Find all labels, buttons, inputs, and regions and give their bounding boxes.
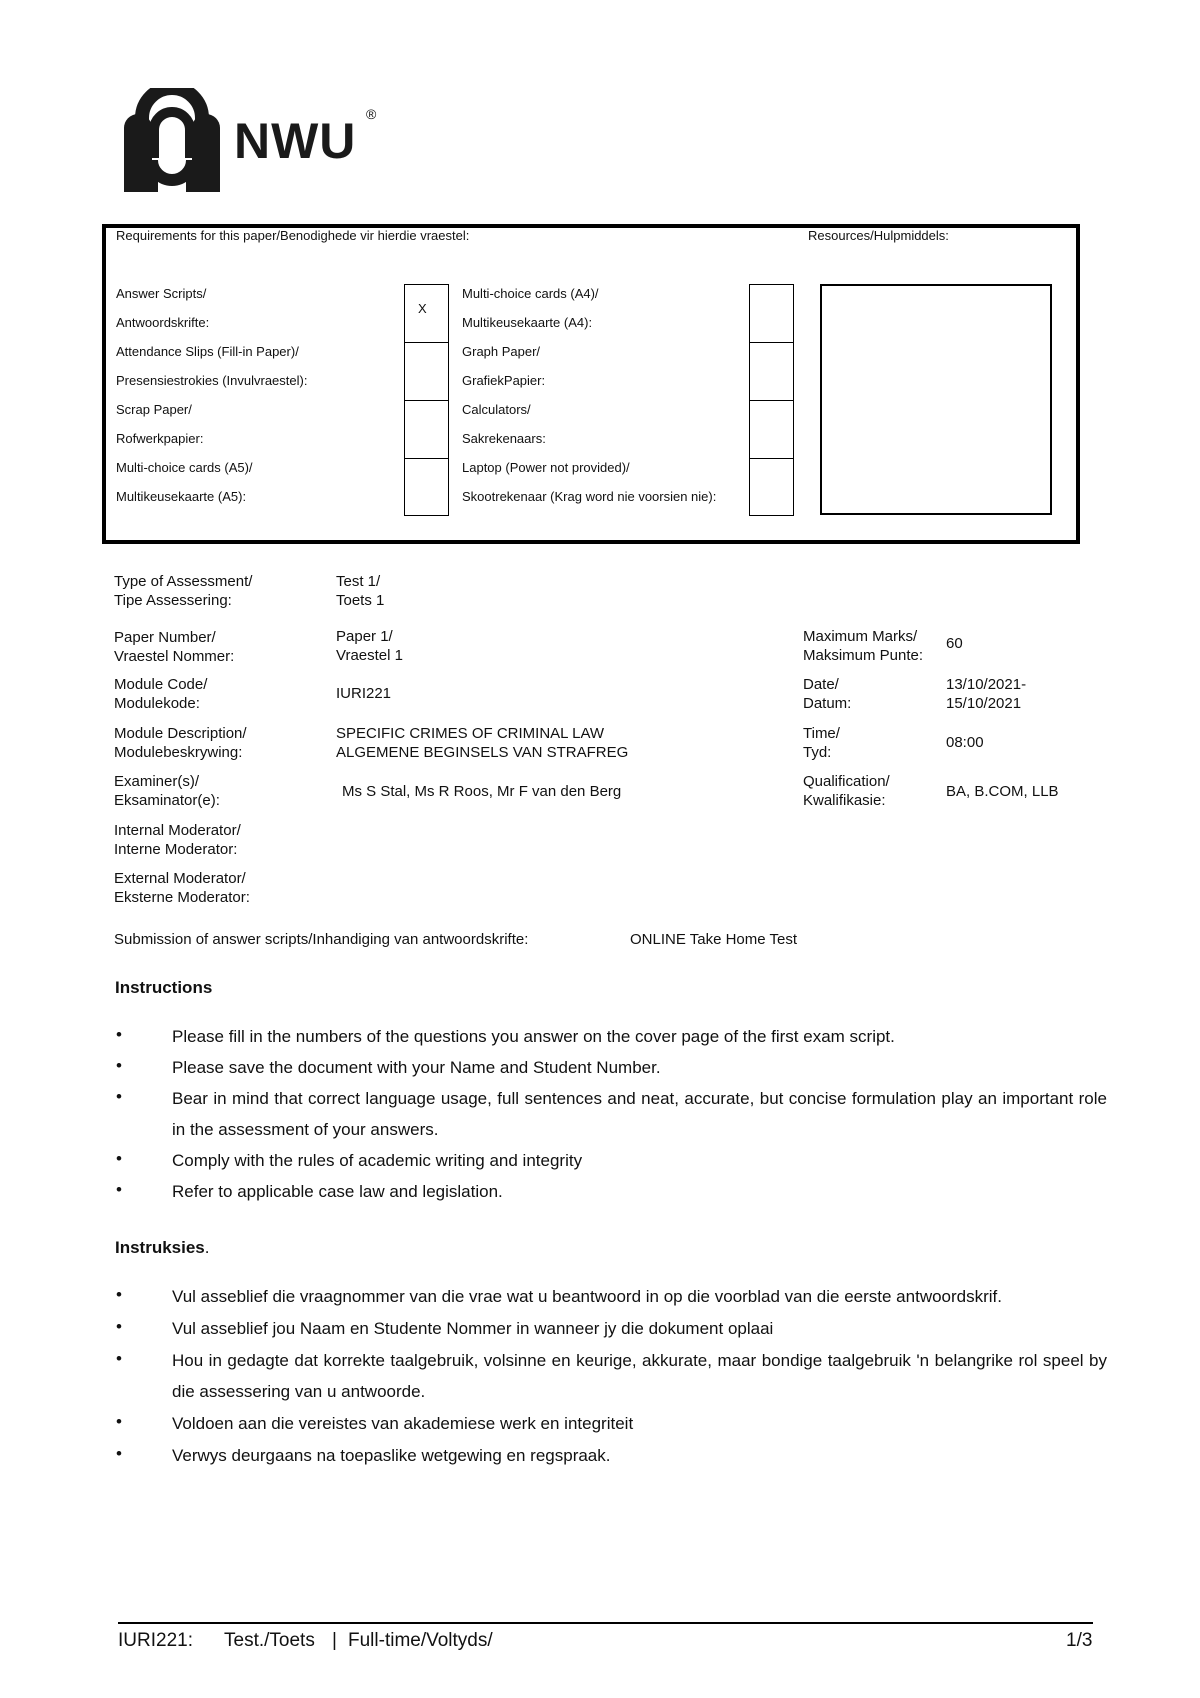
module-desc-value: SPECIFIC CRIMES OF CRIMINAL LAW ALGEMENE BEGINSELS VAN STRAFREG xyxy=(336,725,629,761)
nwu-logo-mark-icon xyxy=(118,88,226,196)
bullet-icon: • xyxy=(116,1025,122,1044)
instructions-heading: Instructions xyxy=(115,978,213,997)
req-label: Rofwerkpapier: xyxy=(116,431,204,446)
paper-value: Paper 1/ Vraestel 1 xyxy=(336,628,403,664)
type-label: Type of Assessment/ Tipe Assessering: xyxy=(114,573,253,609)
req-label: Skootrekenaar (Krag word nie voorsien nie): xyxy=(462,489,717,504)
resources-title: Resources/Hulpmiddels: xyxy=(808,228,949,243)
submission-label: Submission of answer scripts/Inhandiging van antwoordskrifte: xyxy=(114,931,529,948)
bullet-icon: • xyxy=(116,1180,122,1199)
bullet-icon: • xyxy=(116,1149,122,1168)
date-value: 13/10/2021- 15/10/2021 xyxy=(946,676,1027,712)
footer-rule xyxy=(118,1622,1093,1624)
req-label: Answer Scripts/ xyxy=(116,286,207,301)
registered-mark: ® xyxy=(366,106,377,122)
module-code-value: IURI221 xyxy=(336,685,392,702)
instruksie-item: Verwys deurgaans na toepaslike wetgewing en regspraak. xyxy=(172,1446,611,1465)
examiner-value: Ms S Stal, Ms R Roos, Mr F van den Berg xyxy=(342,783,622,800)
bullet-icon: • xyxy=(116,1444,122,1463)
instruction-item: Comply with the rules of academic writing and integrity xyxy=(172,1151,583,1170)
req-label: Multi-choice cards (A5)/ xyxy=(116,460,253,475)
footer-code: IURI221: xyxy=(118,1630,193,1651)
bullet-icon: • xyxy=(116,1285,122,1304)
instruksie-item: Vul asseblief die vraagnommer van die vrae wat u beantwoord in op die voorblad van die eerste antwoordskrif. xyxy=(172,1287,1003,1306)
divider xyxy=(404,458,449,459)
req-label: Multikeusekaarte (A4): xyxy=(462,315,593,330)
footer-mode: Full-time/Voltyds/ xyxy=(348,1630,493,1651)
time-value: 08:00 xyxy=(946,734,984,751)
req-label: Scrap Paper/ xyxy=(116,402,192,417)
req-label: Graph Paper/ xyxy=(462,344,541,359)
bullet-icon: • xyxy=(116,1087,122,1106)
examiner-label: Examiner(s)/ Eksaminator(e): xyxy=(114,773,220,809)
bullet-icon: • xyxy=(116,1349,122,1368)
bullet-icon: • xyxy=(116,1412,122,1431)
nwu-logo xyxy=(118,88,226,201)
requirements-title: Requirements for this paper/Benodighede vir hierdie vraestel: xyxy=(116,228,470,243)
answer-scripts-mark: X xyxy=(418,301,427,316)
instruksie-item: Vul asseblief jou Naam en Studente Nommer in wanneer jy die dokument oplaai xyxy=(172,1319,774,1338)
req-label: Laptop (Power not provided)/ xyxy=(462,460,630,475)
qualification-label: Qualification/ Kwalifikasie: xyxy=(803,773,890,809)
max-marks-label: Maximum Marks/ Maksimum Punte: xyxy=(803,628,924,664)
instruction-item: Please save the document with your Name and Student Number. xyxy=(172,1058,661,1077)
divider xyxy=(749,342,794,343)
req-label: Antwoordskrifte: xyxy=(116,315,210,330)
module-code-label: Module Code/ Modulekode: xyxy=(114,676,208,712)
req-label: Sakrekenaars: xyxy=(462,431,546,446)
divider xyxy=(404,400,449,401)
bullet-icon: • xyxy=(116,1056,122,1075)
req-label: Attendance Slips (Fill-in Paper)/ xyxy=(116,344,299,359)
divider xyxy=(749,458,794,459)
module-desc-label: Module Description/ Modulebeskrywing: xyxy=(114,725,247,761)
external-moderator-label: External Moderator/ Eksterne Moderator: xyxy=(114,870,250,906)
req-label: Presensiestrokies (Invulvraestel): xyxy=(116,373,308,388)
paper-label: Paper Number/ Vraestel Nommer: xyxy=(114,629,235,665)
req-label: Multikeusekaarte (A5): xyxy=(116,489,247,504)
req-label: Multi-choice cards (A4)/ xyxy=(462,286,599,301)
instruksie-item: Voldoen aan die vereistes van akademiese werk en integriteit xyxy=(172,1414,634,1433)
divider xyxy=(749,400,794,401)
req-label: GrafiekPapier: xyxy=(462,373,546,388)
qualification-value: BA, B.COM, LLB xyxy=(946,783,1059,800)
instruction-item: Please fill in the numbers of the questions you answer on the cover page of the first exam script. xyxy=(172,1027,895,1046)
instruksie-item: Hou in gedagte dat korrekte taalgebruik, volsinne en keurige, akkurate, maar bondige taalgebruik 'n belangrike rol speel by die assessering van u antwoorde. xyxy=(172,1351,1107,1401)
date-label: Date/ Datum: xyxy=(803,676,852,712)
type-value: Test 1/ Toets 1 xyxy=(336,573,385,609)
instruction-item: Refer to applicable case law and legislation. xyxy=(172,1182,503,1201)
footer-type: Test./Toets xyxy=(224,1630,315,1651)
submission-value: ONLINE Take Home Test xyxy=(630,931,798,948)
logo-text: NWU xyxy=(234,113,357,169)
time-label: Time/ Tyd: xyxy=(803,725,840,761)
instruksies-heading: Instruksies. xyxy=(115,1238,210,1257)
instruction-item: Bear in mind that correct language usage, full sentences and neat, accurate, but concise formulation play an important role in the assessment of your answers. xyxy=(172,1089,1107,1139)
page-number: 1/3 xyxy=(1066,1630,1093,1651)
footer-separator: | xyxy=(332,1630,337,1651)
max-marks-value: 60 xyxy=(946,635,963,652)
bullet-icon: • xyxy=(116,1317,122,1336)
divider xyxy=(404,342,449,343)
resources-box xyxy=(820,284,1052,515)
internal-moderator-label: Internal Moderator/ Interne Moderator: xyxy=(114,822,241,858)
req-label: Calculators/ xyxy=(462,402,531,417)
